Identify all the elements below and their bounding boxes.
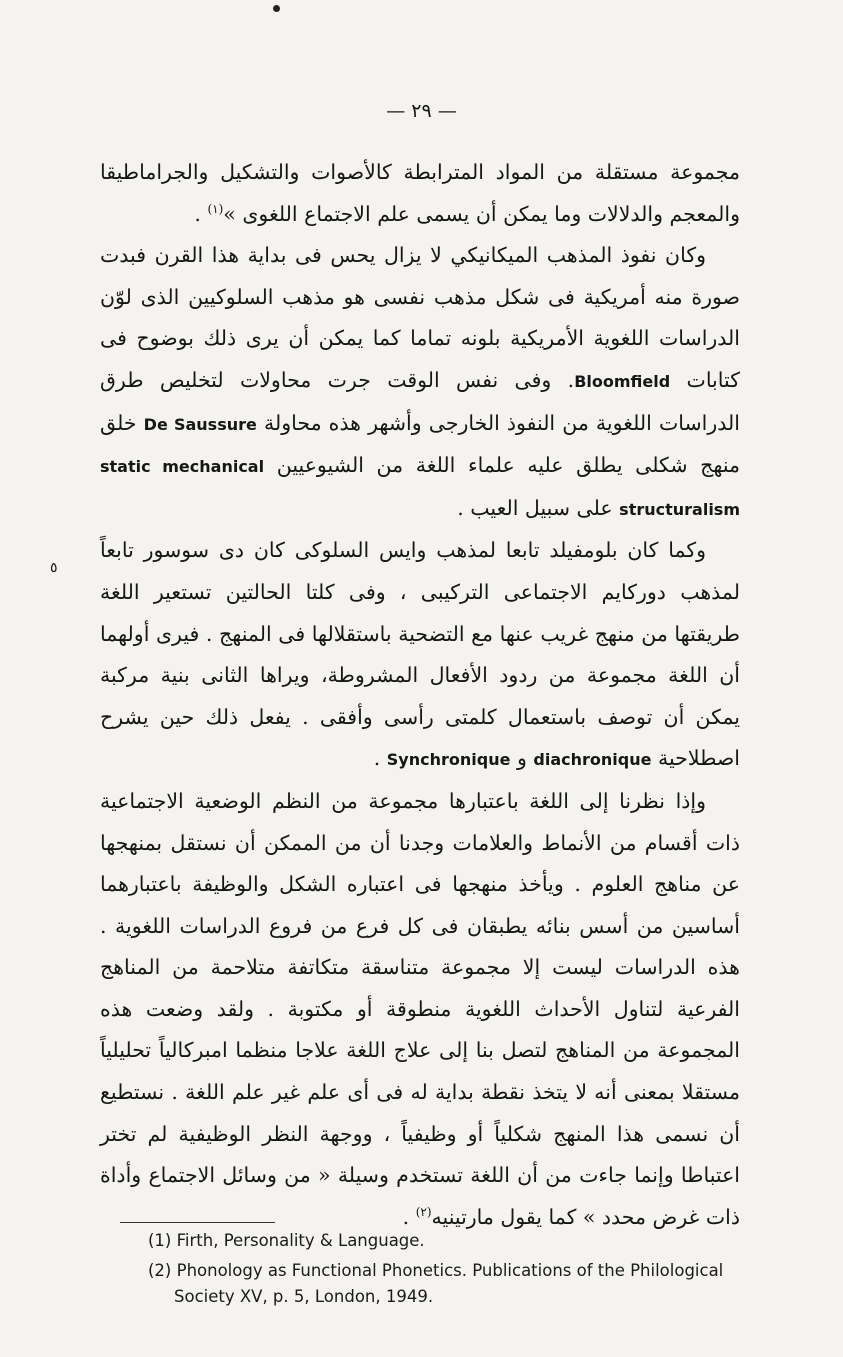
paragraph-2-text: وكان نفوذ المذهب الميكانيكي لا يزال يحس فى بداية هذا القرن فبدت صورة منه أمريكية فى شكل مذهب نفسى هو مذهب السلوكيين الذى لوّن الدراسات اللغوية الأمريكية بلونه تماما كما يمكن أن يرى ذلك بوضوح فى كتابات [100, 243, 740, 392]
paragraph-2-text-d: على سبيل العيب . [457, 495, 613, 520]
footnote-ref-2: (٢) [415, 1205, 432, 1220]
paragraph-2-text-c: خلق منهج شكلى يطلق عليه علماء اللغة من الشيوعيين [100, 410, 740, 478]
footnote-2: (2) Phonology as Functional Phonetics. Publications of the Philological Society XV, p. 5, London, 1949. [148, 1261, 724, 1306]
footnotes [148, 1228, 768, 1314]
punctuation: . [373, 746, 387, 771]
paragraph-3-text: وكما كان بلومفيلد تابعا لمذهب وايس السلوكى كان دى سوسور تابعاً لمذهب دوركايم الاجتماعى التركيبى ، وفى كلتا الحالتين تستعير اللغة طريقتها من منهج غريب عنها مع التضحية باستقلالها فى المنهج . فيرى أولهما أن اللغة مجموعة من ردود الأفعال المشروطة، ويراها الثانى بنية مركبة يمكن أن توصف باستعمال كلمتى رأسى وأفقى . يفعل ذلك حين يشرح اصطلاحية [100, 538, 740, 771]
term-bloomfield: Bloomfield [574, 371, 671, 391]
term-de-saussure: De Saussure [143, 414, 257, 434]
ink-dot [273, 5, 280, 12]
margin-mark: ٥ [50, 560, 58, 576]
punctuation: . [194, 201, 208, 226]
body-text [100, 152, 740, 1238]
footnote-ref-1: (١) [207, 201, 224, 216]
paragraph-4-text: وإذا نظرنا إلى اللغة باعتبارها مجموعة من النظم الوضعية الاجتماعية ذات أقسام من الأنماط والعلامات وجدنا أن من الممكن أن نستقل بمنهجها عن مناهج العلوم . ويأخذ منهجها فى اعتباره الشكل والوظيفة باعتبارهما أساسين من أسس بنائه يطبقان فى كل فرع من فروع الدراسات اللغوية . هذه الدراسات ليست إلا مجموعة متناسقة متكاتفة متلاحمة من المناهج الفرعية لتناول الأحداث اللغوية منطوقة أو مكتوبة . ولقد وضعت هذه المجموعة من المناهج لتصل بنا إلى علاج اللغة علاجا منظما امبركالياً تحليلياً مستقلا بمعنى أنه لا يتخذ نقطة بداية له فى أى علم غير علم اللغة . نستطيع أن نسمى هذا المنهج شكلياً أو وظيفياً ، ووجهة النظر الوظيفية لم تختر اعتباطا وإنما جاءت من أن اللغة تستخدم وسيلة « من وسائل الاجتماع وأداة ذات غرض محدد » كما يقول مارتينيه [100, 788, 740, 1229]
paragraph-1-text: مجموعة مستقلة من المواد المترابطة كالأصوات والتشكيل والجراماطيقا والمعجم والدلالات وما يمكن أن يسمى علم الاجتماع اللغوى » [100, 160, 740, 226]
punctuation: . [567, 367, 575, 392]
paragraph-2-text-b: وفى نفس الوقت جرت محاولات لتخليص طرق الدراسات اللغوية من النفوذ الخارجى وأشهر هذه محاولة [100, 367, 740, 435]
footnote-divider [120, 1222, 275, 1223]
conjunction: و [516, 746, 527, 771]
paragraph-1 [100, 152, 740, 235]
paragraph-2 [100, 235, 740, 530]
punctuation: . [402, 1204, 416, 1229]
paragraph-4 [100, 781, 740, 1239]
term-static-structuralism: static mechanical structuralism [100, 457, 740, 519]
footnote-1: (1) Firth, Personality & Language. [148, 1231, 425, 1250]
page-number: — ٢٩ — [386, 100, 457, 122]
term-diachronique: diachronique [533, 750, 652, 770]
paragraph-3 [100, 530, 740, 781]
term-synchronique: Synchronique [386, 750, 511, 770]
